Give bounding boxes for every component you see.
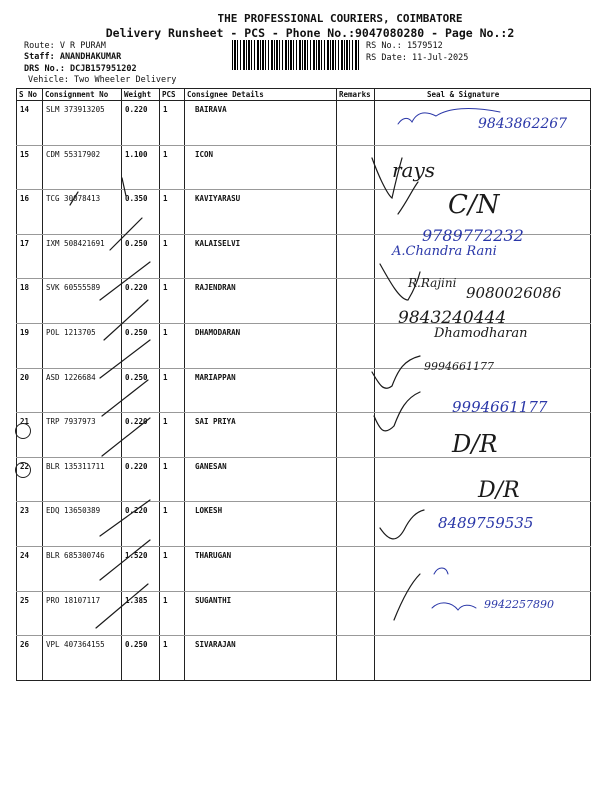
cell-pcs: 1 xyxy=(160,234,185,279)
cell-consignee: ICON xyxy=(185,145,337,190)
cell-weight: 0.220 xyxy=(122,101,160,146)
cell-consignee: SIVARAJAN xyxy=(185,636,337,681)
cell-weight: 0.220 xyxy=(122,279,160,324)
cell-remarks xyxy=(337,190,375,235)
handwritten-phone: 9843240444 xyxy=(398,308,507,328)
cell-consignee: RAJENDRAN xyxy=(185,279,337,324)
handwritten-signature: rays xyxy=(392,158,436,182)
cell-weight: 1.520 xyxy=(122,546,160,591)
cell-sno: 16 xyxy=(17,190,43,235)
cell-consignment: POL 1213705 xyxy=(43,323,122,368)
cell-weight: 0.350 xyxy=(122,190,160,235)
handwritten-phone: 9994661177 xyxy=(424,360,494,373)
cell-pcs: 1 xyxy=(160,546,185,591)
handwritten-note: D/R xyxy=(452,430,498,458)
cell-consignment: BLR 135311711 xyxy=(43,457,122,502)
cell-consignee: THARUGAN xyxy=(185,546,337,591)
cell-sno: 17 xyxy=(17,234,43,279)
cell-weight: 1.100 xyxy=(122,145,160,190)
cell-sno: 24 xyxy=(17,546,43,591)
cell-pcs: 1 xyxy=(160,190,185,235)
rs-date: RS Date: 11-Jul-2025 xyxy=(366,53,469,63)
cell-consignment: BLR 685300746 xyxy=(43,546,122,591)
table-row xyxy=(17,145,591,190)
sno-circle-mark xyxy=(15,462,31,478)
cell-pcs: 1 xyxy=(160,457,185,502)
cell-sno: 25 xyxy=(17,591,43,636)
table-header-row xyxy=(17,89,591,101)
cell-remarks xyxy=(337,234,375,279)
cell-pcs: 1 xyxy=(160,636,185,681)
cell-sno: 20 xyxy=(17,368,43,413)
cell-consignee: KAVIYARASU xyxy=(185,190,337,235)
cell-weight: 1.385 xyxy=(122,591,160,636)
cell-remarks xyxy=(337,368,375,413)
col-consignee: Consignee Details xyxy=(185,89,337,101)
cell-weight: 0.220 xyxy=(122,457,160,502)
cell-sno: 19 xyxy=(17,323,43,368)
cell-weight: 0.250 xyxy=(122,323,160,368)
route-label: Route: V R PURAM xyxy=(24,41,106,51)
cell-remarks xyxy=(337,101,375,146)
cell-weight: 0.250 xyxy=(122,636,160,681)
col-weight: Weight xyxy=(122,89,160,101)
cell-signature xyxy=(375,546,591,591)
cell-consignee: MARIAPPAN xyxy=(185,368,337,413)
cell-weight: 0.250 xyxy=(122,368,160,413)
table-row xyxy=(17,413,591,458)
col-consignment: Consignment No xyxy=(43,89,122,101)
cell-pcs: 1 xyxy=(160,591,185,636)
vehicle-label: Vehicle: Two Wheeler Delivery xyxy=(28,75,177,85)
cell-sno: 18 xyxy=(17,279,43,324)
cell-consignment: TCG 30078413 xyxy=(43,190,122,235)
cell-remarks xyxy=(337,457,375,502)
table-row xyxy=(17,546,591,591)
handwritten-note: D/R xyxy=(478,478,520,503)
handwritten-phone: 9080026086 xyxy=(466,284,562,302)
cell-consignment: EDQ 13650389 xyxy=(43,502,122,547)
cell-consignee: BAIRAVA xyxy=(185,101,337,146)
cell-consignment: IXM 508421691 xyxy=(43,234,122,279)
cell-sno: 14 xyxy=(17,101,43,146)
cell-consignment: TRP 7937973 xyxy=(43,413,122,458)
cell-consignee: GANESAN xyxy=(185,457,337,502)
cell-pcs: 1 xyxy=(160,368,185,413)
cell-pcs: 1 xyxy=(160,413,185,458)
cell-pcs: 1 xyxy=(160,279,185,324)
cell-pcs: 1 xyxy=(160,323,185,368)
cell-remarks xyxy=(337,323,375,368)
cell-consignee: LOKESH xyxy=(185,502,337,547)
barcode xyxy=(232,40,360,70)
cell-sno: 26 xyxy=(17,636,43,681)
runsheet-table xyxy=(16,88,591,681)
rs-number: RS No.: 1579512 xyxy=(366,41,443,51)
cell-sno: 23 xyxy=(17,502,43,547)
cell-remarks xyxy=(337,502,375,547)
drs-number: DRS No.: DCJB157951202 xyxy=(24,64,137,74)
cell-consignee: SAI PRIYA xyxy=(185,413,337,458)
cell-remarks xyxy=(337,591,375,636)
cell-remarks xyxy=(337,145,375,190)
handwritten-signature: R.Rajini xyxy=(408,276,457,290)
handwritten-phone: 8489759535 xyxy=(438,514,534,532)
handwritten-phone: 9942257890 xyxy=(484,598,554,611)
cell-sno: 21 xyxy=(17,413,43,458)
cell-pcs: 1 xyxy=(160,502,185,547)
cell-consignment: PRO 18107117 xyxy=(43,591,122,636)
col-pcs: PCS xyxy=(160,89,185,101)
cell-signature xyxy=(375,636,591,681)
cell-consignment: ASD 1226684 xyxy=(43,368,122,413)
cell-weight: 0.220 xyxy=(122,413,160,458)
handwritten-signature: Dhamodharan xyxy=(434,326,528,341)
cell-consignment: VPL 407364155 xyxy=(43,636,122,681)
sno-circle-mark xyxy=(15,423,31,439)
handwritten-note: C/N xyxy=(448,190,500,220)
cell-consignment: SLM 373913205 xyxy=(43,101,122,146)
cell-remarks xyxy=(337,546,375,591)
cell-signature xyxy=(375,591,591,636)
handwritten-phone: 9994661177 xyxy=(452,398,548,416)
cell-remarks xyxy=(337,636,375,681)
cell-remarks xyxy=(337,279,375,324)
cell-consignee: SUGANTHI xyxy=(185,591,337,636)
company-name: THE PROFESSIONAL COURIERS, COIMBATORE xyxy=(217,12,463,25)
cell-consignment: CDM 55317902 xyxy=(43,145,122,190)
handwritten-phone: 9789772232 xyxy=(422,226,524,245)
runsheet-title: Delivery Runsheet - PCS - Phone No.:9047080280 - Page No.:2 xyxy=(105,26,515,40)
cell-sno: 22 xyxy=(17,457,43,502)
handwritten-phone: 9843862267 xyxy=(478,116,568,132)
col-signature: Seal & Signature xyxy=(375,89,591,101)
staff-label: Staff: ANANDHAKUMAR xyxy=(24,52,122,62)
cell-pcs: 1 xyxy=(160,145,185,190)
cell-pcs: 1 xyxy=(160,101,185,146)
cell-consignment: SVK 60555589 xyxy=(43,279,122,324)
table-row xyxy=(17,636,591,681)
cell-weight: 0.220 xyxy=(122,502,160,547)
cell-consignee: DHAMODARAN xyxy=(185,323,337,368)
cell-remarks xyxy=(337,413,375,458)
cell-weight: 0.250 xyxy=(122,234,160,279)
col-remarks: Remarks xyxy=(337,89,375,101)
cell-sno: 15 xyxy=(17,145,43,190)
cell-consignee: KALAISELVI xyxy=(185,234,337,279)
col-sno: S No xyxy=(17,89,43,101)
handwritten-signature: A.Chandra Rani xyxy=(392,244,497,259)
